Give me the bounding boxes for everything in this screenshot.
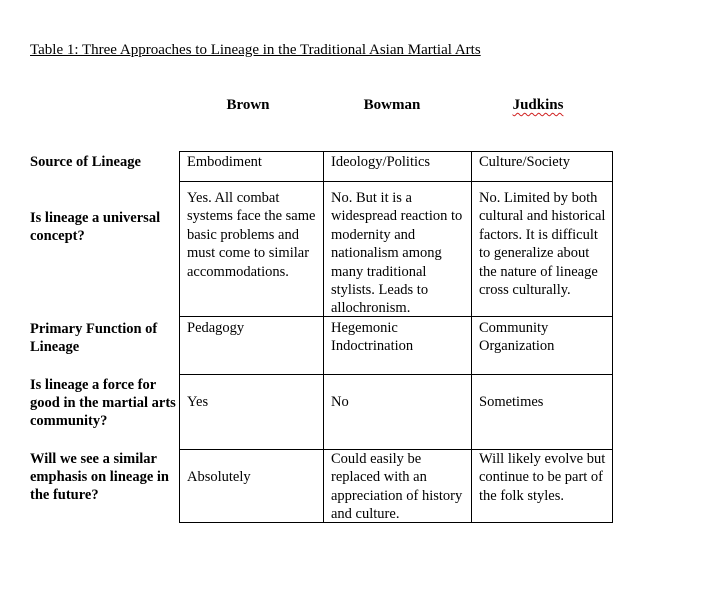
table-caption: Table 1: Three Approaches to Lineage in the Traditional Asian Martial Arts xyxy=(30,42,481,58)
cell-function-judkins: Community Organization xyxy=(472,317,613,375)
cell-universal-judkins: No. Limited by both cultural and historical factors. It is difficult to generalize about the nature of lineage cross culturally. xyxy=(472,182,613,317)
row-label-source: Source of Lineage xyxy=(30,154,141,170)
cell-future-brown: Absolutely xyxy=(180,450,324,523)
cell-future-judkins: Will likely evolve but continue to be part of the folk styles. xyxy=(472,450,613,523)
row-label-function: Primary Function of Lineage xyxy=(30,321,158,355)
cell-force-bowman: No xyxy=(324,375,472,450)
cell-force-brown: Yes xyxy=(180,375,324,450)
cell-source-brown: Embodiment xyxy=(180,152,324,182)
cell-universal-bowman: No. But it is a widespread reaction to modernity and nationalism among many traditional stylists. Leads to allochronism. xyxy=(324,182,472,317)
cell-future-bowman: Could easily be replaced with an appreciation of history and culture. xyxy=(324,450,472,523)
cell-function-brown: Pedagogy xyxy=(180,317,324,375)
lineage-table xyxy=(179,151,613,523)
cell-function-bowman: Hegemonic Indoctrination xyxy=(324,317,472,375)
cell-universal-brown: Yes. All combat systems face the same basic problems and must come to similar accommodations. xyxy=(180,182,324,317)
column-header-brown: Brown xyxy=(226,97,270,113)
column-header-bowman: Bowman xyxy=(363,97,421,113)
row-label-universal: Is lineage a universal concept? xyxy=(30,210,161,244)
column-header-judkins xyxy=(468,96,608,114)
row-label-future: Will we see a similar emphasis on lineage in the future? xyxy=(30,451,169,503)
column-header-judkins-label: Judkins xyxy=(512,97,564,113)
cell-force-judkins: Sometimes xyxy=(472,375,613,450)
cell-source-judkins: Culture/Society xyxy=(472,152,613,182)
cell-source-bowman: Ideology/Politics xyxy=(324,152,472,182)
row-label-force: Is lineage a force for good in the martial arts community? xyxy=(30,377,176,429)
